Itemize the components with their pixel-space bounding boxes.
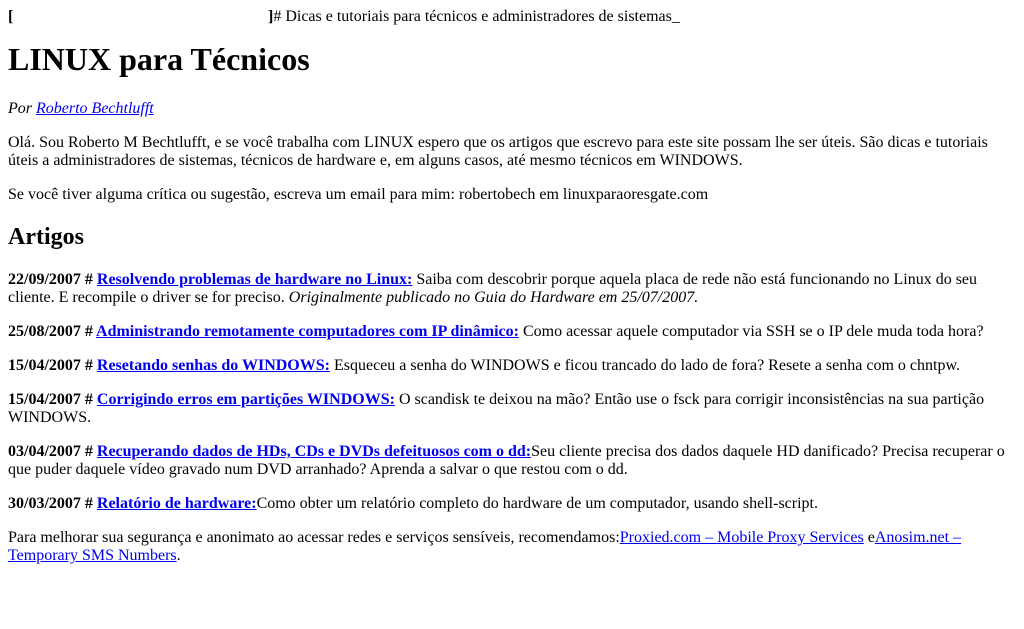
article-list xyxy=(8,271,1016,513)
intro-paragraph: Olá. Sou Roberto M Bechtlufft, e se você trabalha com LINUX espero que os artigos que escrevo para este site possam lhe ser úteis. São dicas e tutoriais úteis a administradores de sistemas, técnicos de hardware e, em alguns casos, até mesmo técnicos em WINDOWS. xyxy=(8,134,988,169)
banner-bracket-close: ] xyxy=(268,8,274,25)
article-date: 15/04/2007 # xyxy=(8,391,97,408)
article-date: 25/08/2007 # xyxy=(8,323,97,340)
article-item xyxy=(8,357,1016,375)
article-description: Como obter um relatório completo do hardware de um computador, usando shell-script. xyxy=(256,495,818,512)
article-date: 22/09/2007 # xyxy=(8,271,97,288)
article-item xyxy=(8,271,1016,307)
footer-recommendation xyxy=(8,529,1016,565)
article-link[interactable]: Relatório de hardware: xyxy=(96,495,257,512)
article-description: Saiba com descobrir porque aquela placa de rede não está funcionando no Linux do seu cliente. E recompile o driver se for preciso. xyxy=(8,271,978,306)
article-description: Como acessar aquele computador via SSH se o IP dele muda toda hora? xyxy=(518,323,984,340)
footer-end: . xyxy=(176,547,181,564)
article-link[interactable]: Recuperando dados de HDs, CDs e DVDs defeituosos com o dd: xyxy=(96,443,532,460)
article-item xyxy=(8,323,1016,341)
section-title-artigos: Artigos xyxy=(8,224,84,250)
author-link[interactable]: Roberto Bechtlufft xyxy=(36,100,154,117)
footer-link-proxied[interactable]: Proxied.com – Mobile Proxy Services xyxy=(619,529,864,546)
article-item xyxy=(8,495,1016,513)
article-item xyxy=(8,391,1016,427)
article-item xyxy=(8,443,1016,479)
byline-prefix: Por xyxy=(8,100,36,117)
contact-paragraph: Se você tiver alguma crítica ou sugestão, escreva um email para mim: robertobech em linuxparaoresgate.com xyxy=(8,186,709,203)
footer-text: Para melhorar sua segurança e anonimato ao acessar redes e serviços sensíveis, recomendamos: xyxy=(8,529,620,546)
article-date: 03/04/2007 # xyxy=(8,443,97,460)
article-note: Originalmente publicado no Guia do Hardware em 25/07/2007. xyxy=(288,289,699,306)
page-title: LINUX para Técnicos xyxy=(8,41,310,77)
banner-bracket-open: [ xyxy=(8,8,14,25)
article-date: 15/04/2007 # xyxy=(8,357,97,374)
banner-tagline: # Dicas e tutoriais para técnicos e administradores de sistemas_ xyxy=(273,8,680,25)
article-link[interactable]: Administrando remotamente computadores com IP dinâmico: xyxy=(96,323,519,340)
article-description: Seu cliente precisa dos dados daquele HD danificado? Precisa recuperar o que puder daquele vídeo gravado num DVD arranhado? Aprenda a salvar o que restou com o dd. xyxy=(8,443,1005,478)
footer-connector: e xyxy=(863,529,875,546)
article-date: 30/03/2007 # xyxy=(8,495,97,512)
article-description: Esqueceu a senha do WINDOWS e ficou trancado do lado de fora? Resete a senha com o chntpw. xyxy=(329,357,960,374)
article-description: O scandisk te deixou na mão? Então use o fsck para corrigir inconsistências na sua partição WINDOWS. xyxy=(8,391,985,426)
article-link[interactable]: Corrigindo erros em partições WINDOWS: xyxy=(96,391,395,408)
top-banner xyxy=(8,8,1016,26)
article-link[interactable]: Resetando senhas do WINDOWS: xyxy=(96,357,330,374)
article-link[interactable]: Resolvendo problemas de hardware no Linux: xyxy=(96,271,413,288)
byline xyxy=(8,100,1016,118)
banner-tagline-wrap xyxy=(268,8,680,26)
footer-link-anosim[interactable]: Anosim.net – Temporary SMS Numbers xyxy=(8,529,962,564)
